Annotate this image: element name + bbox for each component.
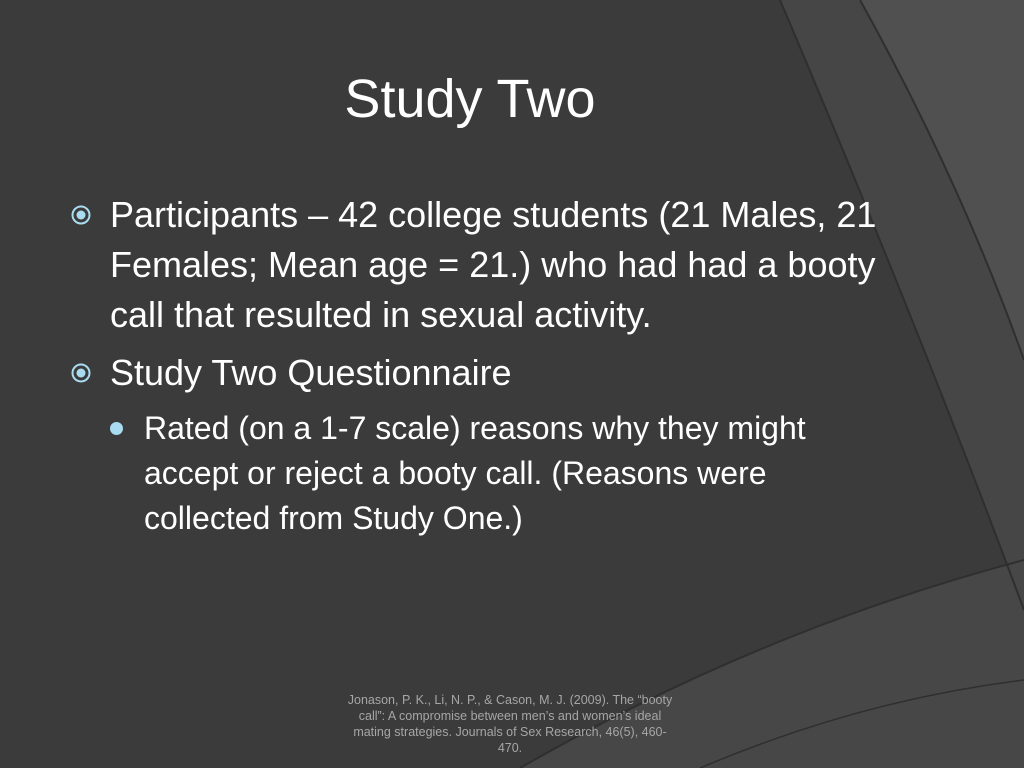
bullet-list (70, 190, 890, 541)
filled-circle-icon (110, 422, 123, 435)
sub-bullet-text: Rated (on a 1-7 scale) reasons why they might accept or reject a booty call. (Reasons were collected from Study One.) (144, 410, 806, 536)
bullet-text: Participants – 42 college students (21 Males, 21 Females; Mean age = 21.) who had had a booty call that resulted in sexual activity. (110, 194, 877, 335)
bullet-text: Study Two Questionnaire (110, 352, 512, 393)
circled-dot-icon (70, 362, 92, 384)
sub-bullet-item-rated (110, 406, 884, 541)
bullet-item-questionnaire (70, 348, 890, 398)
citation-footnote: Jonason, P. K., Li, N. P., & Cason, M. J. (2009). The “booty call”: A compromise between men’s and women’s ideal mating strategies. Journals of Sex Research, 46(5), 460-470. (347, 693, 673, 755)
slide-title: Study Two (344, 69, 596, 129)
bullet-item-participants (70, 190, 890, 340)
circled-dot-icon (70, 204, 92, 226)
